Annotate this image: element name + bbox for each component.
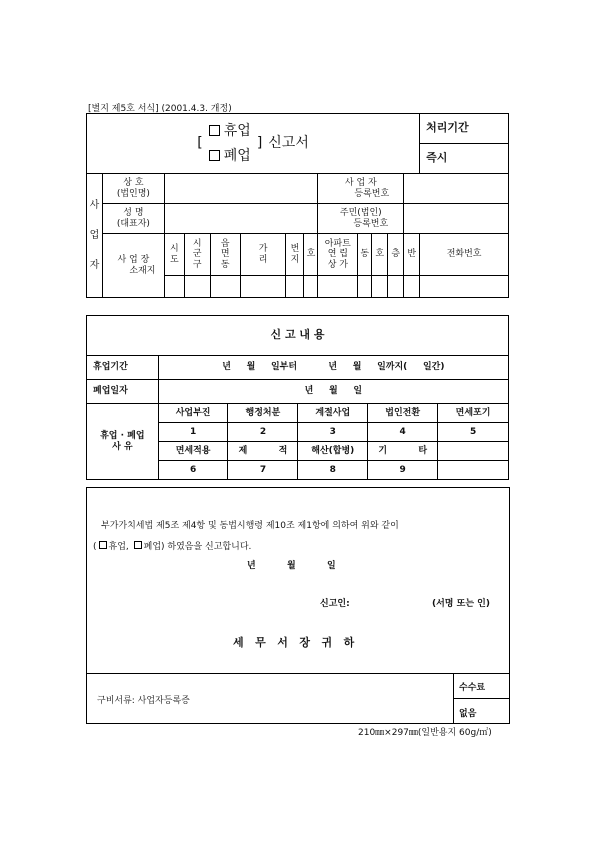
- addr-floor: 층: [388, 234, 404, 276]
- title-suffix: 신고서: [268, 135, 309, 152]
- form-title-cell: [87, 114, 420, 174]
- addr-field[interactable]: [210, 276, 240, 298]
- declaration-closure-checkbox[interactable]: [134, 541, 142, 549]
- addr-dong: 동: [358, 234, 372, 276]
- declaration-line1: 부가가치세법 제5조 제4항 및 동법시행령 제10조 제1항에 의하여 위와 같이: [101, 521, 399, 531]
- closure-date-label: 폐업일자: [87, 380, 159, 404]
- name-field[interactable]: [164, 204, 318, 234]
- addr-ho2: 호: [372, 234, 388, 276]
- applicant-table: [86, 113, 509, 298]
- closure-checkbox[interactable]: [209, 150, 220, 161]
- signature-label[interactable]: (서명 또는 인): [432, 599, 490, 609]
- addr-field[interactable]: [164, 276, 184, 298]
- reporter-label: 신고인:: [320, 599, 350, 609]
- addr-ban: 반: [404, 234, 420, 276]
- closure-date-field[interactable]: 년 월 일: [158, 380, 508, 404]
- reason-8-label: 해산(합병): [298, 442, 368, 461]
- id-no-label: 주민(법인) 등록번호: [318, 204, 404, 234]
- declaration-line2: ( 휴업, 폐업) 하였음을 신고합니다.: [93, 542, 252, 552]
- addr-field[interactable]: [358, 276, 372, 298]
- reason-blank: [438, 461, 509, 480]
- option-closure: 폐업: [223, 147, 251, 164]
- report-table: [86, 315, 509, 480]
- addr-sigungu: 시 군 구: [184, 234, 210, 276]
- addr-field[interactable]: [318, 276, 358, 298]
- processing-label: 처리기간: [420, 114, 509, 144]
- reg-no-label: 사 업 자 등록번호: [318, 174, 404, 204]
- suspend-period-label: 휴업기간: [87, 356, 159, 380]
- bracket-open: [: [197, 135, 203, 152]
- reason-3-label: 계절사업: [298, 404, 368, 423]
- fee-label: 수수료: [459, 683, 486, 693]
- addr-field[interactable]: [404, 276, 420, 298]
- location-label: 사 업 장 소재지: [102, 234, 164, 298]
- processing-value: 즉시: [420, 144, 509, 174]
- addr-field[interactable]: [286, 276, 304, 298]
- addr-ho: 호: [304, 234, 318, 276]
- addr-field[interactable]: [388, 276, 404, 298]
- declaration-suspend-checkbox[interactable]: [99, 541, 107, 549]
- reason-label: 휴업 · 폐업 사 유: [87, 404, 159, 480]
- addressee: 세 무 서 장 귀 하: [233, 636, 355, 649]
- addr-gari: 가 리: [240, 234, 286, 276]
- fee-value: 없음: [459, 709, 477, 719]
- reason-9-num[interactable]: 9: [368, 461, 438, 480]
- divider: [453, 698, 509, 699]
- divider: [87, 673, 509, 674]
- id-no-field[interactable]: [404, 204, 509, 234]
- addr-sido: 시 도: [164, 234, 184, 276]
- paper-size-note: 210㎜×297㎜(일반용지 60g/㎡): [358, 728, 492, 738]
- addr-field[interactable]: [372, 276, 388, 298]
- trade-name-field[interactable]: [164, 174, 318, 204]
- reason-7-label: 제 적: [228, 442, 298, 461]
- addr-apartment: 아파트 연 립 상 가: [318, 234, 358, 276]
- phone-field[interactable]: [420, 276, 509, 298]
- reg-no-field[interactable]: [404, 174, 509, 204]
- suspend-checkbox[interactable]: [209, 125, 220, 136]
- reason-4-label: 법인전환: [368, 404, 438, 423]
- suspend-period-field[interactable]: 년 월 일부터 년 월 일까지( 일간): [158, 356, 508, 380]
- reason-1-label: 사업부진: [158, 404, 228, 423]
- addr-field[interactable]: [304, 276, 318, 298]
- reason-6-num[interactable]: 6: [158, 461, 228, 480]
- declaration-date[interactable]: 년 월 일: [247, 561, 336, 571]
- reason-5-num[interactable]: 5: [438, 423, 509, 442]
- trade-name-label: 상 호 (법인명): [102, 174, 164, 204]
- reason-6-label: 면세적용: [158, 442, 228, 461]
- report-title: 신 고 내 용: [87, 316, 509, 356]
- addr-field[interactable]: [240, 276, 286, 298]
- declaration-panel: [86, 487, 510, 724]
- reason-5-label: 면세포기: [438, 404, 509, 423]
- reason-3-num[interactable]: 3: [298, 423, 368, 442]
- option-suspend: 휴업: [223, 123, 251, 140]
- addr-bunji: 번 지: [286, 234, 304, 276]
- required-docs: 구비서류: 사업자등록증: [97, 696, 190, 706]
- name-label: 성 명 (대표자): [102, 204, 164, 234]
- addr-eupmyeondong: 읍 면 동: [210, 234, 240, 276]
- reason-9-label: 기 타: [368, 442, 438, 461]
- reason-2-label: 행정처분: [228, 404, 298, 423]
- business-side-label: 사 업 자: [87, 174, 103, 298]
- addr-field[interactable]: [184, 276, 210, 298]
- reason-8-num[interactable]: 8: [298, 461, 368, 480]
- bracket-close: ]: [256, 135, 263, 152]
- form-header-note: [별지 제5호 서식] (2001.4.3. 개정): [88, 104, 232, 114]
- reason-4-num[interactable]: 4: [368, 423, 438, 442]
- reason-blank: [438, 442, 509, 461]
- reason-1-num[interactable]: 1: [158, 423, 228, 442]
- reason-7-num[interactable]: 7: [228, 461, 298, 480]
- addr-phone: 전화번호: [420, 234, 509, 276]
- reason-2-num[interactable]: 2: [228, 423, 298, 442]
